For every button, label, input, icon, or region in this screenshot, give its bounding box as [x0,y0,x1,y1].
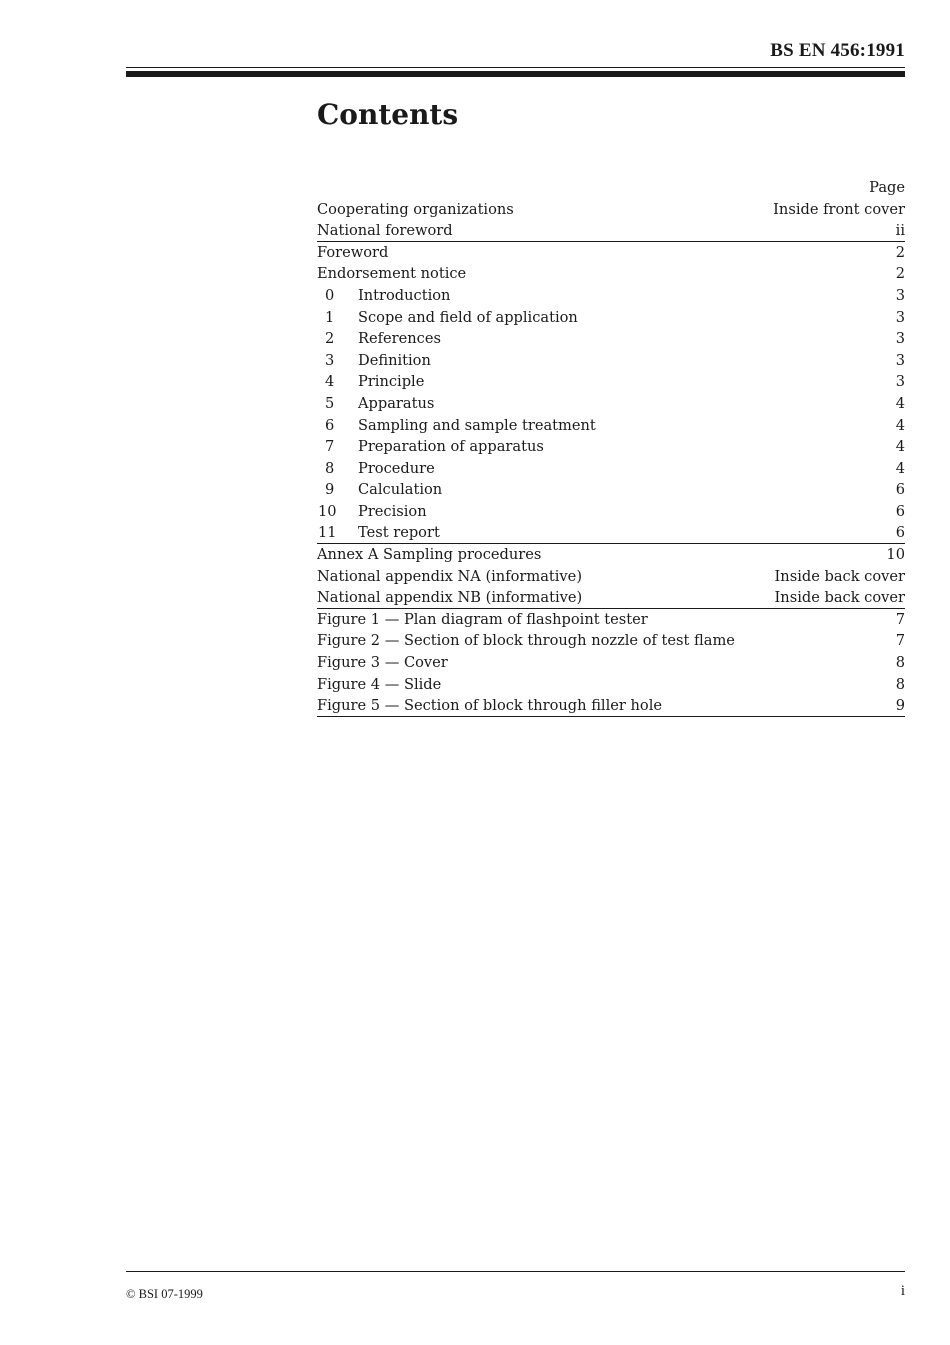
toc-entry-page: 6 [895,502,905,520]
toc-entry-number: 10 [318,502,337,520]
toc-entry-text: Figure 3 — Cover [317,654,448,672]
toc-entry-text: References [358,330,441,348]
toc-entry-text: Scope and field of application [358,308,578,326]
toc-entry-page: 4 [895,438,905,456]
toc-entry-number: 5 [325,394,335,412]
toc-entry-page: 7 [895,610,905,628]
toc-entry[interactable] [317,587,905,609]
toc-entry-page: 4 [895,394,905,412]
toc-entry-text: Calculation [358,481,443,499]
toc-entry-page: 3 [895,286,905,304]
toc-entry-text: Apparatus [358,394,435,412]
toc-entry-page: 7 [895,632,905,650]
toc-entry-number: 8 [325,459,335,477]
toc-entry-text: National appendix NA (informative) [317,567,583,585]
toc-entry-page: 6 [895,481,905,499]
toc-entry[interactable] [317,415,905,437]
toc-entry[interactable] [317,523,905,545]
toc-entry-text: Principle [358,373,425,391]
toc-entry-label [317,630,885,652]
footer-copyright: © BSI 07-1999 [126,1287,203,1301]
toc-entry-number: 0 [325,286,335,304]
toc-entry-label [317,652,885,674]
toc-entry-label [317,307,885,329]
toc-entry-page: 2 [895,265,905,283]
toc-entry-label [317,479,885,501]
toc-entry-text: Procedure [358,459,435,477]
toc-entry-label [317,285,885,307]
toc-entry-label [317,393,885,415]
toc-entry-text: Annex A Sampling procedures [317,546,542,564]
toc-entry-page: 3 [895,308,905,326]
toc-entry-number: 9 [325,481,335,499]
toc-entry[interactable] [317,242,905,264]
toc-entry[interactable] [317,652,905,674]
toc-entry-text: National appendix NB (informative) [317,588,583,606]
toc-entry[interactable] [317,263,905,285]
toc-entry-label [317,501,885,523]
toc-entry-text: Introduction [358,286,451,304]
footer-page-number: i [900,1283,905,1299]
toc-entry-text: Figure 5 — Section of block through filler hole [317,696,662,714]
toc-entry-page: 2 [895,243,905,261]
toc-entry[interactable] [317,307,905,329]
toc-entry-label [317,609,885,631]
toc-entry-page: 10 [886,546,905,564]
toc-entry-number: 7 [325,438,335,456]
toc-entry-page: 4 [895,459,905,477]
toc-entry-text: Precision [358,502,427,520]
toc-entry-text: Cooperating organizations [317,200,514,218]
toc-entry-text: Figure 4 — Slide [317,675,442,693]
toc-entry-number: 6 [325,416,335,434]
toc-entry-text: Test report [358,524,440,541]
toc-entry[interactable] [317,458,905,480]
toc-entry[interactable] [317,544,905,566]
toc-entry-number: 2 [325,330,335,348]
toc-entry-label [317,220,885,242]
toc-entry[interactable] [317,371,905,393]
page-column-header [317,177,905,199]
toc-entry-number: 3 [325,351,335,369]
toc-entry-text: Sampling and sample treatment [358,416,596,434]
toc-entry-page: Inside back cover [774,567,905,585]
toc-entry-text: Preparation of apparatus [358,438,544,456]
toc-entry-label [317,522,885,544]
toc-entry-text: National foreword [317,221,453,239]
toc-entry-label [317,566,775,588]
toc-entry[interactable] [317,199,905,221]
toc-entry[interactable] [317,501,905,523]
toc-entry-label [317,695,885,717]
toc-entry[interactable] [317,630,905,652]
toc-entry[interactable] [317,479,905,501]
toc-entry-label [317,199,773,221]
toc-entry-page: 8 [895,675,905,693]
toc-entry-text: Figure 2 — Section of block through nozzle of test flame [317,632,735,650]
toc-entry[interactable] [317,674,905,696]
footer-rule [126,1271,905,1272]
toc-entry[interactable] [317,285,905,307]
toc-entry[interactable] [317,328,905,350]
toc-entry-text: Foreword [317,243,389,261]
table-of-contents [317,177,905,717]
toc-entry-page: 4 [895,416,905,434]
toc-entry-label [317,263,885,285]
toc-entry-label [317,436,885,458]
toc-entry-label [317,458,885,480]
page-column-label: Page [869,179,905,196]
toc-entry-label [317,544,885,566]
toc-entry[interactable] [317,220,905,242]
toc-entry-page: 3 [895,351,905,369]
toc-entry-number: 11 [318,524,337,541]
document-code: BS EN 456:1991 [770,40,905,61]
header-rule-thick [126,71,905,77]
toc-entry-label [317,674,885,696]
toc-entry[interactable] [317,436,905,458]
toc-entry-label [317,328,885,350]
toc-entry-text: Definition [358,351,431,369]
page-title: Contents [317,98,459,131]
toc-entry[interactable] [317,566,905,588]
toc-entry-page: ii [895,221,905,239]
toc-entry-label [317,371,885,393]
toc-entry[interactable] [317,609,905,631]
toc-entry-page: 3 [895,373,905,391]
toc-entry-label [317,587,775,609]
toc-entry-page: 8 [895,654,905,672]
toc-entry-page: Inside front cover [773,200,905,218]
header-rule-thin [126,67,905,68]
toc-entry-page: Inside back cover [774,588,905,606]
toc-entry-label [317,242,885,264]
toc-entry-text: Figure 1 — Plan diagram of flashpoint tester [317,610,648,628]
toc-entry-page: 6 [895,524,905,541]
toc-entry-label [317,350,885,372]
toc-entry[interactable] [317,393,905,415]
toc-entry-label [317,415,885,437]
toc-entry-number: 4 [325,373,335,391]
toc-entry-number: 1 [325,308,335,326]
toc-entry[interactable] [317,695,905,717]
toc-entry[interactable] [317,350,905,372]
toc-entry-page: 9 [895,696,905,714]
toc-entry-page: 3 [895,330,905,348]
toc-entry-text: Endorsement notice [317,265,467,283]
toc-body [317,199,905,717]
